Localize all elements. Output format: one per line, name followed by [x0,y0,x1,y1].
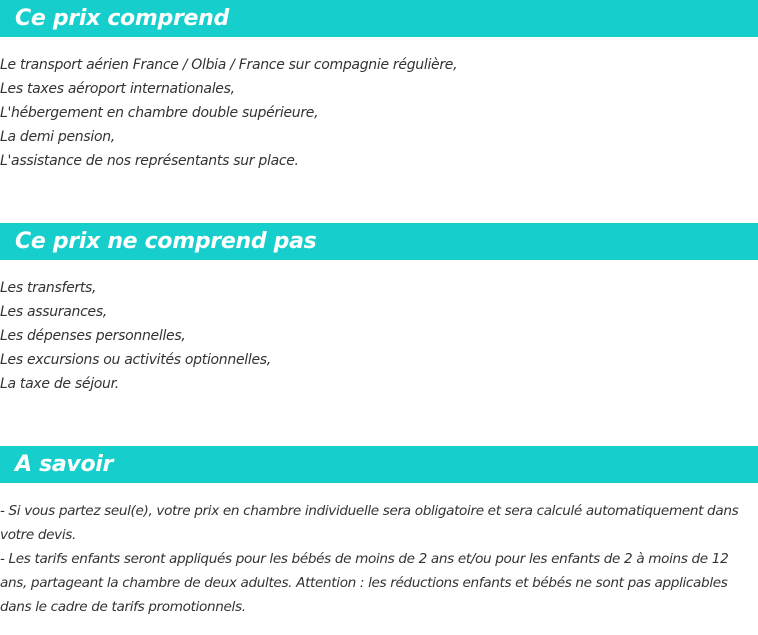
list-item: Les excursions ou activités optionnelles, [0,352,271,368]
section-title-included: Ce prix comprend [15,6,229,31]
info-note-child-rates: - Les tarifs enfants seront appliqués pour les bébés de moins de 2 ans et/ou pour les enfants de 2 à moins de 12 ans, partageant la chambre de deux adultes. Attention : les réductions enfants et bébés ne sont pas applicables dans le cadre de tarifs promotionnels. [0,551,729,615]
not-included-list [0,276,758,396]
list-item: Les dépenses personnelles, [0,328,186,344]
list-item: Les assurances, [0,304,107,320]
section-header-included [0,0,758,37]
section-title-not-included: Ce prix ne comprend pas [15,229,317,254]
list-item: Les transferts, [0,280,97,296]
included-list [0,53,758,173]
list-item: Les taxes aéroport internationales, [0,81,235,97]
info-note-single-room: - Si vous partez seul(e), votre prix en chambre individuelle sera obligatoire et sera calculé automatiquement dans votre devis. [0,503,739,543]
list-item: Le transport aérien France / Olbia / France sur compagnie régulière, [0,57,458,73]
list-item: La taxe de séjour. [0,376,119,392]
section-header-not-included [0,223,758,260]
list-item: L'hébergement en chambre double supérieure, [0,105,319,121]
section-title-info: A savoir [15,452,114,477]
section-header-info [0,446,758,483]
list-item: L'assistance de nos représentants sur place. [0,153,299,169]
list-item: La demi pension, [0,129,115,145]
info-notes [0,499,752,619]
